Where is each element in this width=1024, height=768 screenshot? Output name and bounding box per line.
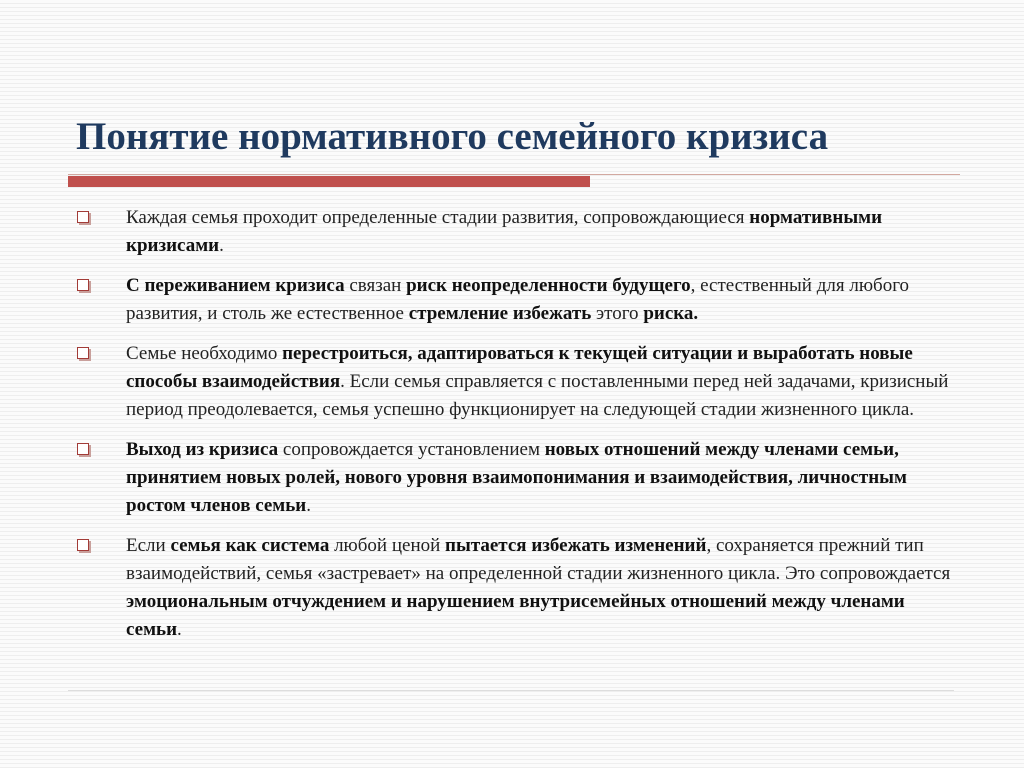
bullet-segment-bold: нормативными кризисами [126,207,883,256]
square-bullet-icon [77,211,89,223]
bullet-text [126,535,950,640]
bullet-segment: , сохраняется прежний тип взаимодействий, семья «застревает» на определенной стадии жизненного цикла. Это сопровождается [126,535,951,584]
bullet-segment: . [306,495,311,516]
bullet-segment-bold: стремление избежать [408,303,592,324]
square-bullet-icon [77,539,89,551]
bullet-segment-bold: эмоциональным отчуждением и нарушением внутрисемейных отношений между членами семьи [126,591,905,640]
bullet-item-3 [74,340,954,424]
bullet-text [126,275,909,324]
bullet-text [126,343,948,420]
bullet-segment-bold: Выход из кризиса [126,439,279,460]
title-divider-line [68,174,960,175]
bullet-segment-bold: риск неопределенности будущего [406,275,691,296]
square-bullet-icon [77,279,89,291]
square-bullet-icon [77,347,89,359]
title-accent-bar [68,176,590,187]
bullet-segment: , естественный для любого развития, и столь же естественное [126,275,910,324]
bullet-list [74,204,954,656]
bullet-segment-bold: риска. [643,303,699,324]
footer-divider-line [68,690,954,691]
bullet-item-5 [74,532,954,644]
bullet-segment: связан [344,275,407,296]
slide-title: Понятие нормативного семейного кризиса [76,115,829,158]
bullet-segment-bold: семья как система [170,535,330,556]
bullet-segment: Если [126,535,171,556]
bullet-text [126,439,907,516]
bullet-segment-bold: перестроиться, адаптироваться к текущей ситуации и выработать новые способы взаимодействия [126,343,913,392]
bullet-segment: Семье необходимо [126,343,283,364]
square-bullet-icon [77,443,89,455]
bullet-segment-bold: новых отношений между членами семьи, принятием новых ролей, нового уровня взаимопонимания и взаимодействия, личностным ростом членов семьи [126,439,907,516]
bullet-segment-bold: С переживанием кризиса [126,275,345,296]
bullet-item-1 [74,204,954,260]
bullet-segment: сопровождается установлением [278,439,545,460]
bullet-segment: . [219,235,224,256]
bullet-text [126,207,882,256]
bullet-segment: Каждая семья проходит определенные стадии развития, сопровождающиеся [126,207,750,228]
bullet-item-2 [74,272,954,328]
bullet-segment: любой ценой [329,535,446,556]
bullet-segment: . [177,619,182,640]
bullet-item-4 [74,436,954,520]
bullet-segment-bold: пытается избежать изменений [445,535,707,556]
bullet-segment: . Если семья справляется с поставленными перед ней задачами, кризисный период преодолевается, семья успешно функционирует на следующей стадии жизненного цикла. [126,371,949,420]
bullet-segment: этого [591,303,644,324]
